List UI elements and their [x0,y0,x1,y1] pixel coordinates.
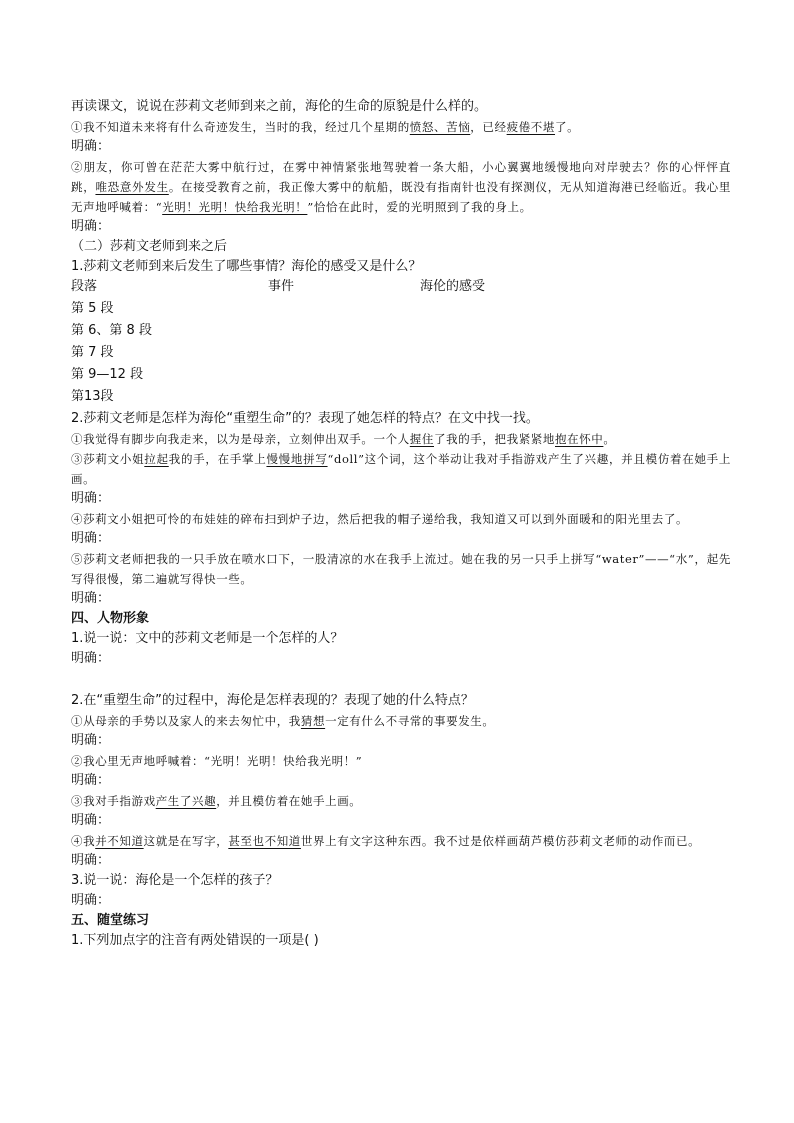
table-row: 第 9—12 段 [71,367,144,382]
quote-item-2: ②朋友，你可曾在茫茫大雾中航行过，在雾中神情紧张地驾驶着一条大船，小心翼翼地缓慢地向对岸驶去？你的心怦怦直跳，唯恐意外发生。在接受教育之前，我正像大雾中的航船，既没有指南针也没有探测仪，无从知道海港已经临近。我心里无声地呼喊着：“光明！光明！快给我光明！”恰恰在此时，爱的光明照到了我的身上。 [71,160,731,214]
quote-item-4: ④我并不知道这就是在写字，甚至也不知道世界上有文字这种东西。我不过是依样画葫芦模仿莎莉文老师的动作而已。 [71,834,701,848]
answer-label: 明确： [71,773,111,788]
table-row: 第 5 段 [71,301,114,316]
answer-label: 明确： [71,733,111,748]
col-feeling: 海伦的感受 [420,279,486,294]
quote-item-3: ③莎莉文小姐拉起我的手，在手掌上慢慢地拼写“doll”这个词，这个举动让我对手指游戏产生了兴趣，并且模仿着在她手上画。 [71,452,731,486]
document-page [71,97,731,951]
section-heading-after: （二）莎莉文老师到来之后 [71,239,228,254]
table-row: 第 6、第 8 段 [71,323,152,338]
question-2: 2.在“重塑生命”的过程中，海伦是怎样表现的？表现了她的什么特点？ [71,693,474,708]
quote-item-1: ①我觉得有脚步向我走来，以为是母亲，立刻伸出双手。一个人握住了我的手，把我紧紧地抱在怀中。 [71,432,616,446]
section-heading-character: 四、人物形象 [71,611,150,626]
exercise-question-1: 1.下列加点字的注音有两处错误的一项是( ) [71,933,319,948]
answer-label: 明确： [71,893,111,908]
answer-label: 明确： [71,531,111,546]
question-3: 3.说一说：海伦是一个怎样的孩子？ [71,873,279,888]
question-2: 2.莎莉文老师是怎样为海伦“重塑生命”的？表现了她怎样的特点？在文中找一找。 [71,411,539,426]
question-1: 1.莎莉文老师到来后发生了哪些事情？海伦的感受又是什么？ [71,259,422,274]
answer-label: 明确： [71,651,111,666]
answer-label: 明确： [71,139,111,154]
question-1: 1.说一说：文中的莎莉文老师是一个怎样的人？ [71,631,344,646]
table-header [71,277,731,299]
col-event: 事件 [268,279,295,294]
quote-item-3: ③我对手指游戏产生了兴趣，并且模仿着在她手上画。 [71,794,362,808]
answer-label: 明确： [71,813,111,828]
answer-label: 明确： [71,853,111,868]
table-row: 第13段 [71,389,114,404]
answer-label: 明确： [71,591,111,606]
quote-item-5: ⑤莎莉文老师把我的一只手放在喷水口下，一股清凉的水在我手上流过。她在我的另一只手上拼写“water”——“水”，起先写得很慢，第二遍就写得快一些。 [71,552,731,586]
answer-label: 明确： [71,491,111,506]
answer-label: 明确： [71,219,111,234]
quote-item-1: ①我不知道未来将有什么奇迹发生，当时的我，经过几个星期的愤怒、苦恼，已经疲倦不堪了。 [71,120,580,134]
blank-answer-space [71,669,731,691]
table-row: 第 7 段 [71,345,114,360]
quote-item-1: ①从母亲的手势以及家人的来去匆忙中，我猜想一定有什么不寻常的事要发生。 [71,714,495,728]
question-before-arrival: 再读课文，说说在莎莉文老师到来之前，海伦的生命的原貌是什么样的。 [71,99,488,114]
quote-item-4: ④莎莉文小姐把可怜的布娃娃的碎布扫到炉子边，然后把我的帽子递给我，我知道又可以到外面暖和的阳光里去了。 [71,512,689,526]
col-paragraph: 段落 [71,279,98,294]
quote-item-2: ②我心里无声地呼喊着：“光明！光明！快给我光明！” [71,754,363,768]
section-heading-exercise: 五、随堂练习 [71,913,150,928]
